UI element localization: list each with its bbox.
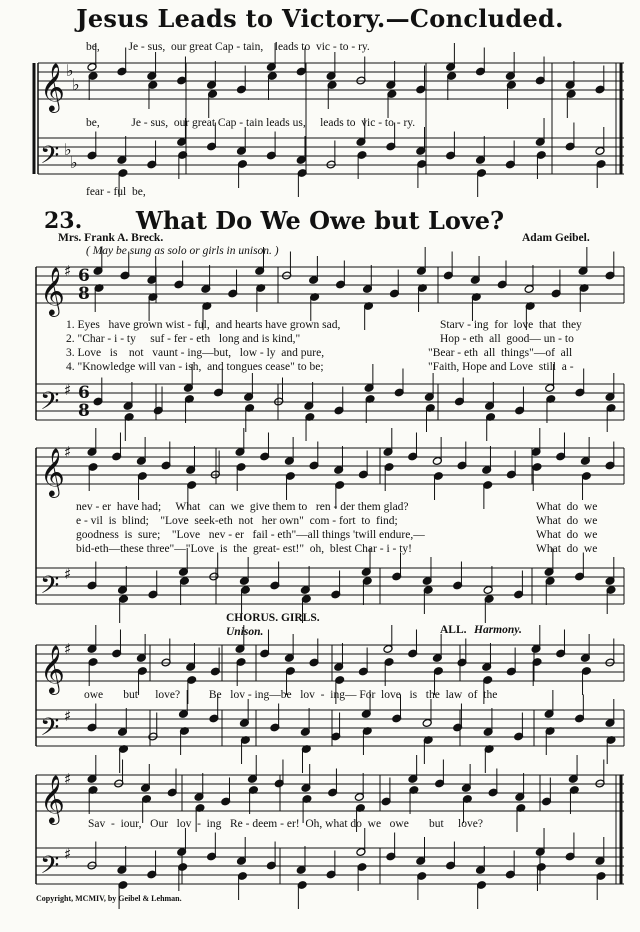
hymn-number: 23. [44,208,83,234]
chorus-lyric: Sav - iour, Our lov - ing Re - deem - er! Oh, what do we owe but love? [88,818,483,830]
treble-clef-icon: 𝄞 [40,266,65,315]
time-signature: 6 [78,383,90,403]
bass-clef-icon: 𝄢 [40,713,60,748]
sharp-icon: ♯ [64,565,72,583]
bass-clef-icon: 𝄢 [40,141,60,176]
verse-line: goodness is sure; "Love nev - er fail - eth"—all things 'twill endure,— [76,529,425,541]
flat-icon: ♭ [72,75,80,94]
verse-line-right: "Bear - eth all things"—of all [428,347,573,359]
verse-line: 2. "Char - i - ty suf - fer - eth long and is kind," [66,333,301,345]
sharp-icon: ♯ [64,640,72,658]
flat-icon: ♭ [64,140,72,159]
verse-line-right: What do we [536,543,598,555]
verse-line-right: What do we [536,529,598,541]
concluded-lyric-mid: be, Je - sus, our great Cap - tain leads us, leads to vic - to - ry. [86,117,416,129]
verse-line: nev - er have had; What can we give them to ren - der them glad? [76,501,409,513]
chorus-lyric: owe but love? Be lov - ing—be lov - ing— For love is the law of the [84,689,498,701]
sharp-icon: ♯ [64,381,72,399]
sharp-icon: ♯ [64,443,72,461]
hymn-title: What Do We Owe but Love? [135,206,505,235]
verse-line-right: Starv - ing for love that they [440,319,582,331]
flat-icon: ♭ [66,61,74,80]
harmony-label: Harmony. [474,624,522,636]
bass-clef-icon: 𝄢 [40,571,60,606]
row3-bass-staff [36,710,624,746]
treble-clef-icon: 𝄞 [40,62,65,111]
sharp-icon: ♯ [64,770,72,788]
time-signature: 8 [78,401,90,421]
row1-bass-staff [36,384,624,420]
all-label: ALL. [440,624,467,636]
sharp-icon: ♯ [64,262,72,280]
performance-note: ( May be sung as solo or girls in unison. ) [86,245,279,257]
treble-clef-icon: 𝄞 [40,774,65,823]
bass-clef-icon: 𝄢 [40,387,60,422]
copyright-notice: Copyright, MCMIV, by Geibel & Lehman. [36,894,182,903]
time-signature: 8 [78,284,90,304]
unison-label: Unison. [226,626,264,638]
verse-line: 1. Eyes have grown wist - ful, and hearts have grown sad, [66,319,341,331]
treble-clef-icon: 𝄞 [40,644,65,693]
bass-clef-icon: 𝄢 [40,851,60,886]
page-title: Jesus Leads to Victory.—Concluded. [76,4,564,33]
verse-line: bid-eth—these three"—"Love is the great- est!" oh, blest Char - i - ty! [76,543,412,555]
verse-line-right: "Faith, Hope and Love still a - [428,361,574,373]
sharp-icon: ♯ [64,845,72,863]
verse-line-right: What do we [536,515,598,527]
verse-line: 3. Love is not vaunt - ing—but, low - ly and pure, [66,347,325,359]
composer-credit: Adam Geibel. [522,232,590,244]
concluded-lyric-bottom: fear - ful be, [86,186,146,198]
treble-clef-icon: 𝄞 [40,447,65,496]
chorus-label: CHORUS. GIRLS. [226,612,320,624]
flat-icon: ♭ [70,153,78,172]
verse-line: 4. "Knowledge will van - ish, and tongues cease" to be; [66,361,324,373]
concluded-lyric-top: be, Je - sus, our great Cap - tain, leads to vic - to - ry. [86,41,370,53]
verse-line-right: What do we [536,501,598,513]
sharp-icon: ♯ [64,707,72,725]
author-credit: Mrs. Frank A. Breck. [58,232,164,244]
verse-line: e - vil is blind; "Love seek-eth not her own" com - fort to find; [76,515,398,527]
time-signature: 6 [78,266,90,286]
verse-line-right: Hop - eth all good— un - to [440,333,574,345]
